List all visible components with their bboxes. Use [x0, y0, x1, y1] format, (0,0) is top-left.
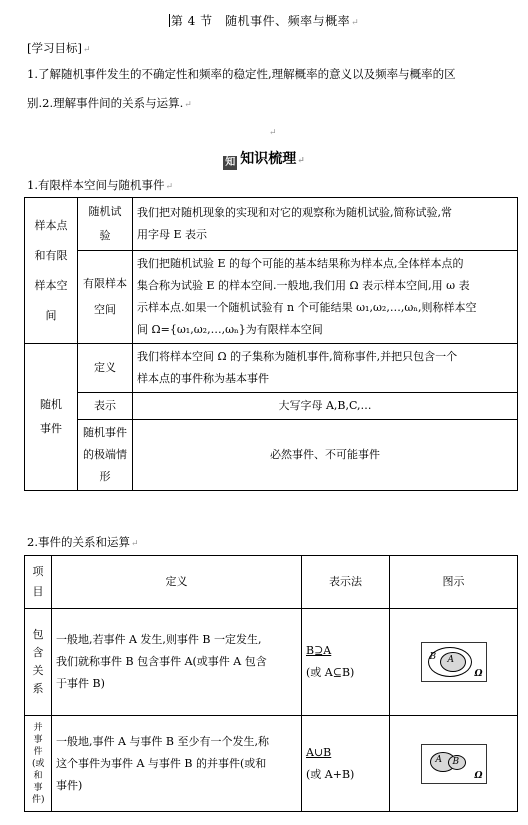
inclusion-venn-diagram: B A Ω	[421, 642, 487, 682]
header-item: 项目	[25, 556, 52, 609]
section2-heading: 2.事件的关系和运算↵	[27, 535, 139, 549]
event-notation-text: 大写字母 A,B,C,…	[133, 393, 518, 420]
row-inclusion-item: 包含关系	[25, 609, 52, 716]
sample-space-text: 我们把随机试验 E 的每个可能的基本结果称为样本点,全体样本点的 集合称为试验 E 的样本空间.一般地,我们用 Ω 表示样本空间,用 ω 表 示样本点.如果一个随机试验有 n 个可能结果 ω₁,ω₂,…,ωₙ,则称样本空 间 Ω={ω₁,ω₂,…,ωₙ}为有限样本空间	[133, 251, 518, 344]
row-inclusion-diagram	[390, 609, 518, 716]
sample-space-def-label: 有限样本空间	[78, 251, 133, 344]
section1-heading: 1.有限样本空间与随机事件↵	[27, 178, 174, 192]
row-inclusion-definition: 一般地,若事件 A 发生,则事件 B 一定发生, 我们就称事件 B 包含事件 A(或事件 A 包含 于事件 B)	[52, 609, 302, 716]
row-union-notation: A∪B (或 A+B)	[302, 716, 390, 812]
knowledge-banner: 知 知识梳理↵	[225, 151, 305, 168]
goals-heading: [学习目标]↵	[27, 41, 91, 55]
header-diagram: 图示	[390, 556, 518, 609]
header-notation: 表示法	[302, 556, 390, 609]
event-definition-text: 我们将样本空间 Ω 的子集称为随机事件,简称事件,并把只包含一个 样本点的事件称为基本事件	[133, 344, 518, 393]
event-relations-table	[24, 555, 518, 812]
goals-line-2: 别.2.理解事件间的关系与运算.↵	[27, 96, 192, 110]
header-definition: 定义	[52, 556, 302, 609]
event-extreme-text: 必然事件、不可能事件	[133, 420, 518, 491]
row-union-definition: 一般地,事件 A 与事件 B 至少有一个发生,称 这个事件为事件 A 与事件 B 的并事件(或和 事件)	[52, 716, 302, 812]
book-icon: 知	[225, 157, 236, 168]
goals-line-1: 1.了解随机事件发生的不确定性和频率的稳定性,理解概率的意义以及频率与概率的区	[27, 67, 456, 81]
sample-space-label: 样本点和有限样本空间	[25, 198, 78, 344]
row-union-diagram	[390, 716, 518, 812]
row-union-item: 并事件(或和事件)	[25, 716, 52, 812]
paragraph-mark: ↵	[269, 128, 277, 138]
random-experiment-label: 随机试验	[78, 198, 133, 251]
sample-space-table	[24, 197, 518, 491]
event-definition-label: 定义	[78, 344, 133, 393]
event-extreme-label: 随机事件的极端情形	[78, 420, 133, 491]
union-venn-diagram: A B Ω	[421, 744, 487, 784]
row-inclusion-notation: B⊇A (或 A⊆B)	[302, 609, 390, 716]
random-event-label: 随机事件	[25, 344, 78, 491]
random-experiment-text: 我们把对随机现象的实现和对它的观察称为随机试验,简称试验,常 用字母 E 表示	[133, 198, 518, 251]
page-title: 第 4 节 随机事件、频率与概率↵	[170, 14, 360, 28]
event-notation-label: 表示	[78, 393, 133, 420]
